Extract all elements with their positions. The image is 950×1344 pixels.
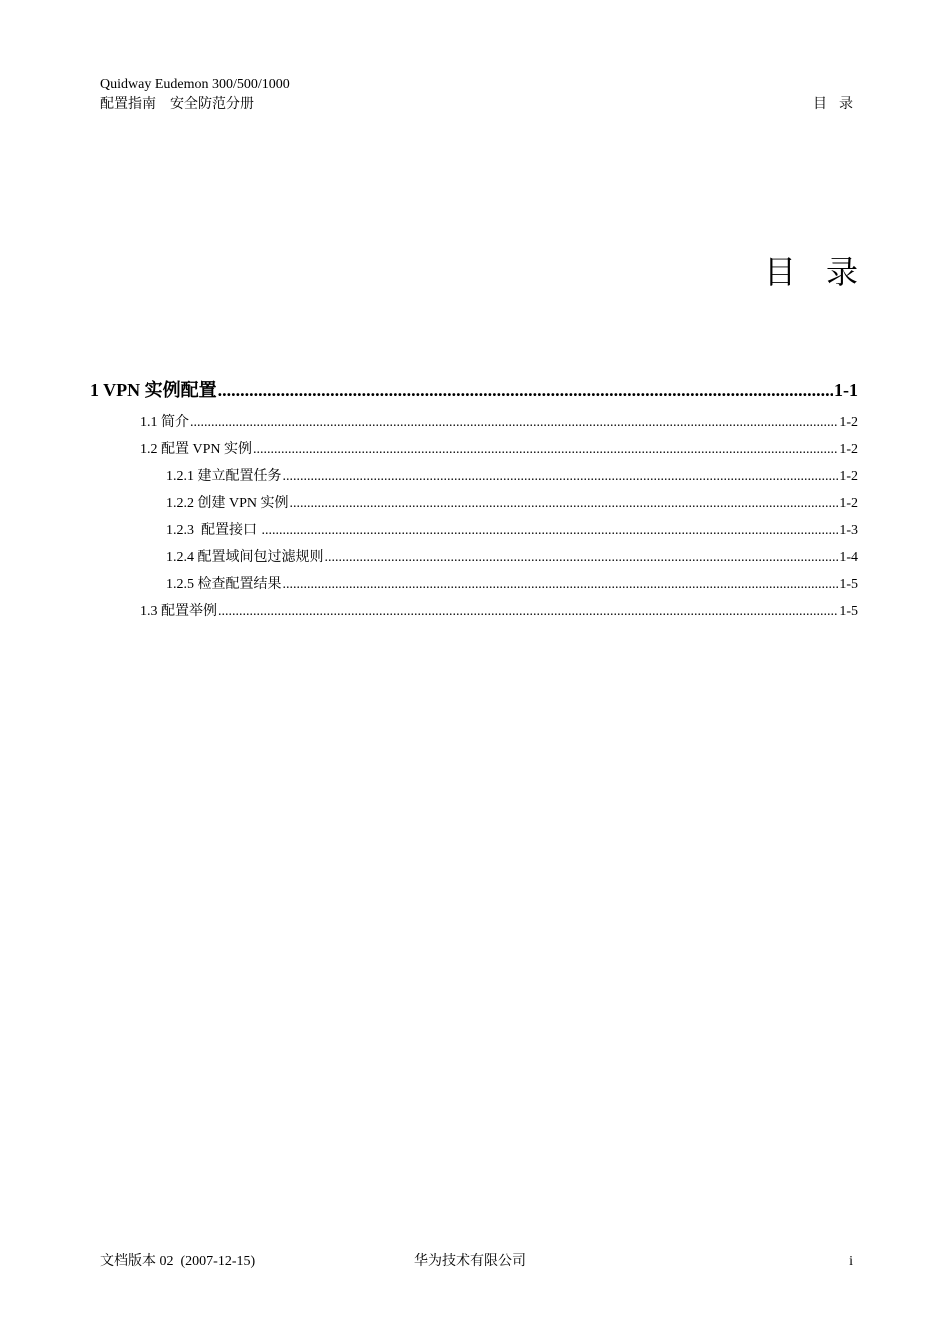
toc-leader-dots — [253, 442, 838, 458]
footer-company: 华为技术有限公司 — [414, 1254, 526, 1269]
toc-entry-1-2-4[interactable] — [166, 546, 858, 566]
toc-entry-1-2-2[interactable] — [166, 492, 858, 512]
toc-entry-label: 1.2.4 配置域间包过滤规则 — [166, 550, 324, 565]
page-title: 目录 — [763, 253, 888, 291]
toc-entry-page: 1-2 — [839, 415, 858, 430]
toc-leader-dots — [283, 469, 839, 485]
toc-entry-page: 1-1 — [834, 380, 858, 400]
footer-document-version: 文档版本 02 (2007-12-15) — [100, 1254, 256, 1269]
toc-entry-1-3[interactable] — [140, 600, 858, 620]
toc-entry-1-2-1[interactable] — [166, 465, 858, 485]
toc-entry-page: 1-2 — [839, 442, 858, 457]
toc-entry-label: 1.2.2 创建 VPN 实例 — [166, 496, 289, 511]
toc-leader-dots — [290, 496, 839, 512]
toc-leader-dots — [283, 577, 839, 593]
toc-entry-1-2[interactable] — [140, 438, 858, 458]
header-manual-title: 配置指南 安全防范分册 — [100, 97, 254, 112]
toc-entry-page: 1-4 — [839, 550, 858, 565]
header-product: Quidway Eudemon 300/500/1000 — [100, 77, 290, 92]
toc-leader-dots — [190, 415, 838, 431]
footer-page-number: i — [849, 1254, 853, 1269]
toc-leader-dots — [218, 604, 838, 620]
toc-entry-label: 1.1 简介 — [140, 415, 189, 430]
toc-leader-dots — [325, 550, 839, 566]
toc-entry-label: 1.2 配置 VPN 实例 — [140, 442, 253, 457]
toc-entry-label: 1.2.1 建立配置任务 — [166, 469, 282, 484]
toc-entry-page: 1-2 — [839, 469, 858, 484]
toc-leader-dots — [262, 523, 839, 539]
toc-entry-1-1[interactable] — [140, 411, 858, 431]
toc-entry-label: 1.3 配置举例 — [140, 604, 217, 619]
toc-entry-page: 1-2 — [839, 496, 858, 511]
toc-entry-page: 1-3 — [839, 523, 858, 538]
header-section: 目录 — [813, 97, 865, 112]
toc-entry-label: 1 VPN 实例配置 — [90, 380, 217, 400]
toc-entry-1-2-5[interactable] — [166, 573, 858, 593]
toc-entry-1-2-3[interactable] — [166, 519, 858, 539]
toc-entry-chapter-1[interactable] — [90, 376, 858, 402]
toc-entry-label: 1.2.5 检查配置结果 — [166, 577, 282, 592]
toc-entry-page: 1-5 — [839, 604, 858, 619]
toc-leader-dots — [218, 380, 833, 401]
toc-entry-label: 1.2.3 配置接口 — [166, 523, 261, 538]
toc-entry-page: 1-5 — [839, 577, 858, 592]
